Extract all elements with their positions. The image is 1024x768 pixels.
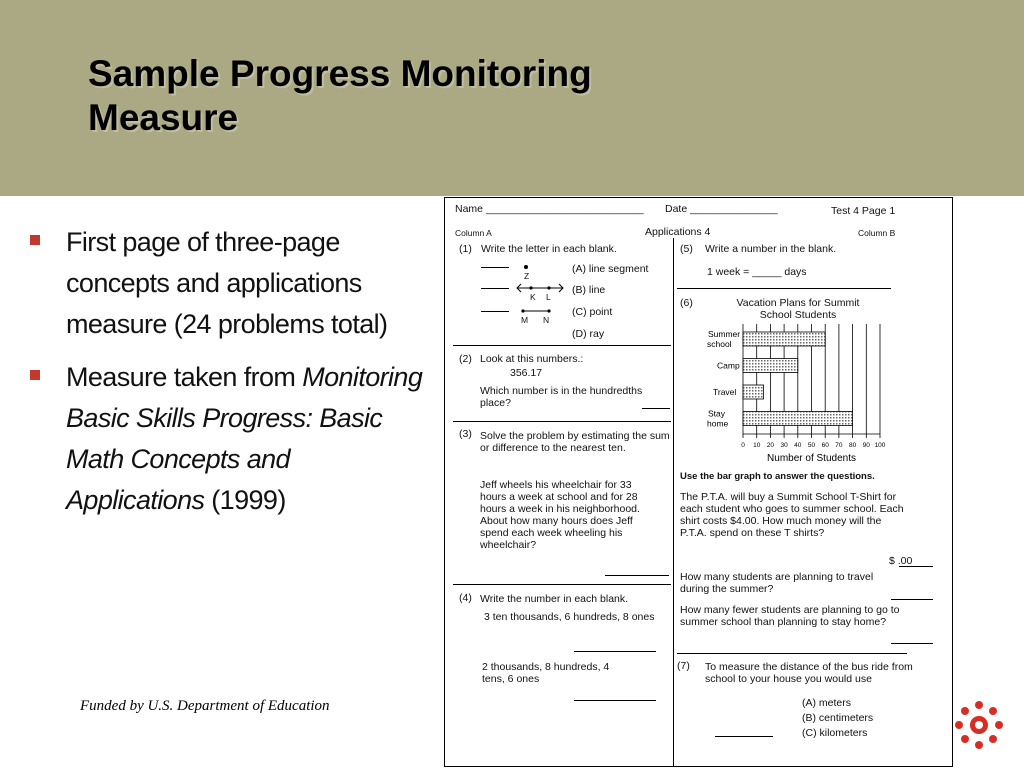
slide-title-line2: Measure	[88, 97, 239, 138]
category-label: Camp	[717, 360, 740, 371]
category-label: Stay home	[707, 408, 729, 429]
q4-item1: 3 ten thousands, 6 hundreds, 8 ones	[484, 611, 655, 623]
q6-instruction: Use the bar graph to answer the questions.	[680, 471, 875, 482]
point-label-k: K	[530, 292, 536, 302]
vacation-bar-chart	[677, 324, 897, 466]
q2-question: Which number is in the hundredths place?	[480, 385, 643, 409]
x-tick-label: 80	[848, 442, 857, 449]
q4-instruction: Write the number in each blank.	[480, 593, 629, 605]
q1-number: (1)	[459, 243, 472, 255]
chart-title: Vacation Plans for Summit School Students	[736, 297, 860, 321]
q5-instruction: Write a number in the blank.	[705, 243, 837, 255]
line-figure	[515, 282, 565, 294]
x-tick-label: 90	[862, 442, 870, 449]
x-tick-label: 70	[835, 442, 843, 449]
point-label-l: L	[546, 292, 551, 302]
q1-option-b: (B) line	[572, 284, 606, 296]
q4-item2: 2 thousands, 8 hundreds, 4 tens, 6 ones	[482, 661, 610, 685]
q3-number: (3)	[459, 428, 472, 440]
q6-number: (6)	[680, 297, 693, 309]
answer-blank	[891, 643, 933, 644]
point-label-m: M	[521, 315, 529, 325]
x-tick-label: 40	[794, 442, 802, 449]
section-divider	[677, 288, 891, 289]
column-a-label: Column A	[455, 228, 492, 238]
x-tick-label: 60	[821, 442, 829, 449]
answer-blank	[481, 267, 509, 268]
date-field: Date _______________	[665, 203, 778, 215]
point-label-n: N	[543, 315, 550, 325]
q5-number: (5)	[680, 243, 693, 255]
applications-label: Applications 4	[645, 226, 711, 238]
column-divider	[673, 238, 674, 766]
name-field: Name ___________________________	[455, 203, 644, 215]
bullet-item	[30, 222, 430, 345]
answer-blank	[574, 651, 656, 652]
section-divider	[677, 653, 907, 654]
point-figure	[524, 265, 528, 269]
slide-title-line1: Sample Progress Monitoring	[88, 53, 592, 94]
category-label: Travel	[713, 387, 737, 397]
answer-blank	[899, 566, 933, 567]
q4-number: (4)	[459, 592, 472, 604]
q6-question1: The P.T.A. will buy a Summit School T-Shirt for each student who goes to summer school. Each shirt costs $4.00. How much money will the P.T.A. spend on these T shirts?	[680, 491, 904, 539]
bullet-list	[30, 222, 430, 533]
x-tick-label: 100	[874, 442, 886, 449]
bullet-text-year: (1999)	[204, 485, 286, 515]
section-divider	[453, 421, 671, 422]
q2-instruction: Look at this numbers.:	[480, 353, 584, 365]
section-divider	[453, 584, 671, 585]
q1-option-c: (C) point	[572, 306, 613, 318]
bullet-text: First page of three-page concepts and applications measure (24 problems total)	[66, 227, 388, 339]
category-label: Summer school	[707, 329, 741, 349]
funding-credit: Funded by U.S. Department of Education	[80, 698, 330, 714]
q2-number: (2)	[459, 353, 472, 365]
q1-option-a: (A) line segment	[572, 263, 649, 275]
x-axis-label: Number of Students	[767, 453, 856, 464]
chart-bar	[743, 385, 764, 399]
answer-blank	[605, 575, 669, 576]
q6-answer1: $ .00	[889, 555, 913, 567]
point-label-z: Z	[524, 271, 530, 281]
answer-blank	[642, 408, 670, 409]
q3-problem: Jeff wheels his wheelchair for 33 hours a week at school and for 28 hours a week in his neighborhood. About how many hours does Jeff spend each week wheeling his wheelchair?	[480, 479, 640, 551]
square-bullet-icon	[30, 235, 40, 245]
q2-number-value: 356.17	[510, 367, 543, 379]
q7-option-c: (C) kilometers	[802, 727, 868, 739]
answer-blank	[574, 700, 656, 701]
bullet-item	[30, 357, 430, 521]
answer-blank	[891, 599, 933, 600]
answer-blank	[715, 736, 773, 737]
x-tick-label: 50	[807, 442, 816, 449]
q3-instruction: Solve the problem by estimating the sum or difference to the nearest ten.	[480, 430, 670, 454]
answer-blank	[481, 288, 509, 289]
q1-option-d: (D) ray	[572, 328, 605, 340]
chart-bar	[743, 332, 825, 346]
q6-question2: How many students are planning to travel during the summer?	[680, 571, 874, 595]
q7-number: (7)	[677, 660, 690, 672]
bullet-text-source: Monitoring Basic Skills Progress: Basic Math Concepts and Applications	[66, 362, 423, 515]
q6-question3: How many fewer students are planning to go to summer school than planning to stay home?	[680, 604, 900, 628]
section-divider	[453, 345, 671, 346]
slide-title	[88, 52, 592, 140]
q7-option-a: (A) meters	[802, 697, 852, 709]
star-burst-icon	[954, 700, 1004, 750]
q7-option-b: (B) centimeters	[802, 712, 874, 724]
x-tick-label: 10	[753, 442, 761, 449]
q7-question: To measure the distance of the bus ride from school to your house you would use	[705, 661, 913, 685]
chart-bar	[743, 412, 853, 426]
column-b-label: Column B	[858, 228, 896, 238]
chart-bar	[743, 359, 798, 373]
answer-blank	[481, 311, 509, 312]
bullet-text-prefix: Measure taken from	[66, 362, 303, 392]
x-tick-label: 30	[780, 442, 788, 449]
worksheet-page	[444, 197, 953, 767]
x-tick-label: 0	[741, 442, 745, 449]
test-page-label: Test 4 Page 1	[831, 205, 896, 217]
slide-header	[0, 0, 1024, 196]
square-bullet-icon	[30, 370, 40, 380]
q5-equation: 1 week = _____ days	[707, 266, 807, 278]
x-tick-label: 20	[766, 442, 775, 449]
q1-instruction: Write the letter in each blank.	[481, 243, 617, 255]
